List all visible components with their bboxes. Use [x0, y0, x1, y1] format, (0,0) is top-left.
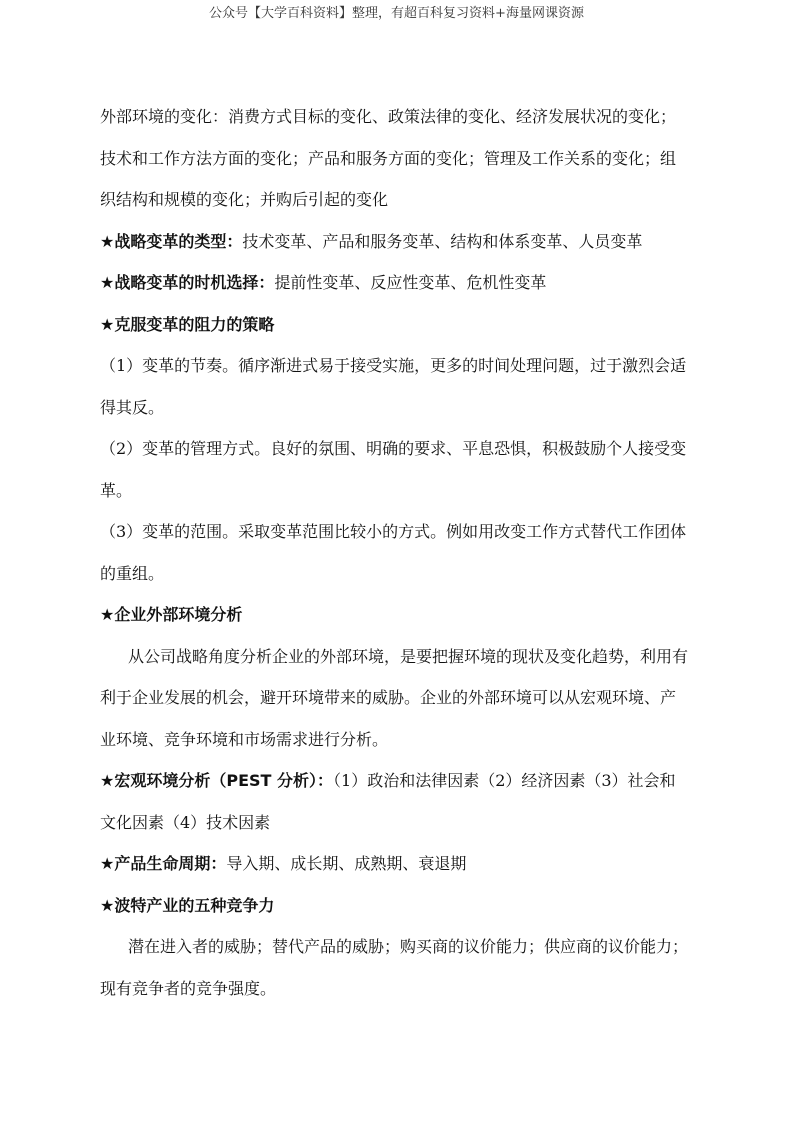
- paragraph-external-changes: 外部环境的变化：消费方式目标的变化、政策法律的变化、经济发展状况的变化；技术和工作方法方面的变化；产品和服务方面的变化；管理及工作关系的变化；组织结构和规模的变化；并购后引起的变化: [100, 107, 677, 209]
- paragraph-strategy-3: （3）变革的范围。采取变革范围比较小的方式。例如用改变工作方式替代工作团体的重组。: [100, 522, 687, 583]
- text-pest: （1）政治和法律因素（2）经济因素（3）社会和文化因素（4）技术因素: [100, 771, 676, 832]
- heading-resistance-strategy: ★克服变革的阻力的策略: [100, 314, 275, 334]
- paragraph-strategy-2: （2）变革的管理方式。良好的氛围、明确的要求、平息恐惧，积极鼓励个人接受变革。: [100, 439, 687, 500]
- paragraph-external-analysis: 从公司战略角度分析企业的外部环境，是要把握环境的现状及变化趋势，利用有利于企业发展的机会，避开环境带来的威胁。企业的外部环境可以从宏观环境、产业环境、竞争环境和市场需求进行分析。: [100, 646, 689, 749]
- page-header: 公众号【大学百科资料】整理，有超百科复习资料+海量网课资源: [209, 6, 584, 21]
- paragraph-strategy-1: （1）变革的节奏。循序渐进式易于接受实施，更多的时间处理问题，过于激烈会适得其反。: [100, 356, 687, 417]
- heading-change-types: ★战略变革的类型：: [100, 231, 243, 251]
- heading-change-timing: ★战略变革的时机选择：: [100, 273, 275, 292]
- document-body: [100, 96, 690, 1009]
- text-change-types: 技术变革、产品和服务变革、结构和体系变革、人员变革: [242, 231, 643, 251]
- heading-pest: ★宏观环境分析（PEST 分析）：: [100, 771, 334, 790]
- paragraph-change-timing: [100, 262, 690, 304]
- paragraph-pest: [100, 760, 690, 843]
- paragraph-lifecycle: [100, 843, 690, 885]
- heading-lifecycle: ★产品生命周期：: [100, 854, 227, 873]
- heading-five-forces: ★波特产业的五种竞争力: [100, 895, 275, 915]
- text-change-timing: 提前性变革、反应性变革、危机性变革: [274, 273, 547, 292]
- paragraph-change-types: [100, 221, 690, 263]
- heading-external-analysis: ★企业外部环境分析: [100, 605, 243, 624]
- paragraph-five-forces: 潜在进入者的威胁；替代产品的威胁；购买商的议价能力；供应商的议价能力；现有竞争者的竞争强度。: [100, 937, 689, 998]
- text-lifecycle: 导入期、成长期、成熟期、衰退期: [226, 854, 467, 873]
